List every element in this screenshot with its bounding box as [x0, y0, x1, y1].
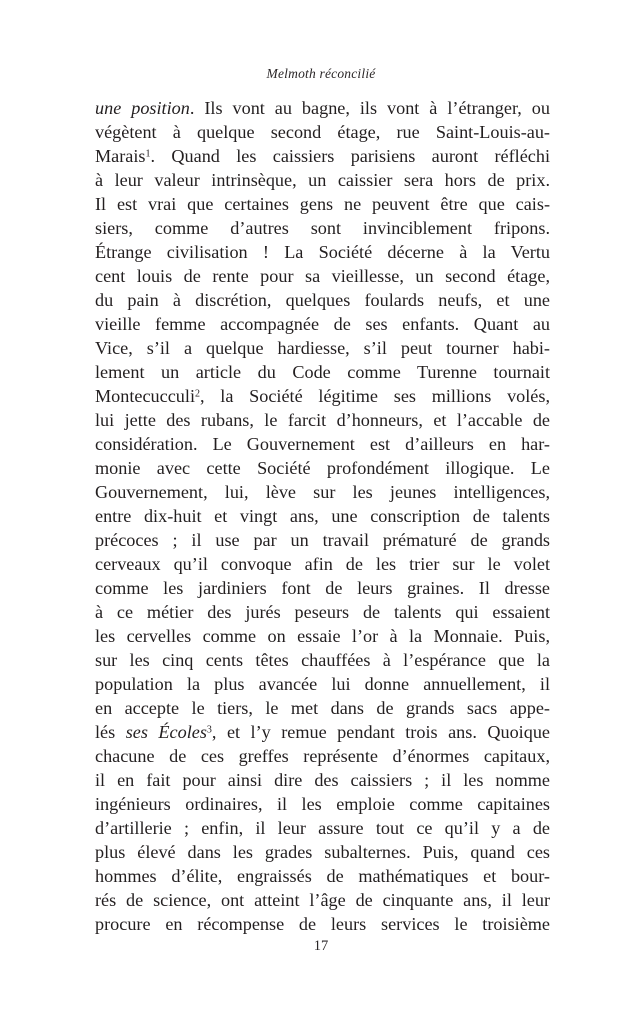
text-segment: du pain à discrétion, quelques foulards neufs, et une: [95, 290, 550, 310]
text-segment: , et l’y remue pendant trois ans. Quoique: [211, 722, 550, 742]
text-line: [95, 648, 550, 672]
text-line: [95, 456, 550, 480]
running-head: Melmoth réconcilié: [266, 66, 376, 81]
text-line: [95, 576, 550, 600]
text-segment: rés de science, ont atteint l’âge de cinquante ans, il leur: [95, 890, 551, 910]
text-line: [95, 480, 550, 504]
text-line: [95, 816, 550, 840]
text-line: [95, 432, 550, 456]
text-segment: hommes d’élite, engraissés de mathématiques et bour-: [95, 866, 550, 886]
text-segment: à ce métier des jurés peseurs de talents qui essaient: [95, 602, 550, 622]
text-line: [95, 336, 550, 360]
footnote-marker: 2: [195, 388, 200, 400]
footnote-marker: 1: [145, 148, 151, 160]
text-line: [95, 744, 550, 768]
text-line: [95, 768, 550, 792]
text-segment: lés: [95, 722, 126, 742]
text-line: [95, 672, 550, 696]
text-line: [95, 912, 550, 936]
text-segment: précoces ; il use par un travail prématuré de grands: [95, 530, 550, 550]
text-line: [95, 288, 550, 312]
text-line: [95, 216, 550, 240]
text-segment: , la Société légitime ses millions volés,: [200, 386, 551, 406]
text-line: [95, 528, 550, 552]
text-segment: cerveaux qu’il convoque afin de les trier sur le volet: [95, 554, 550, 574]
text-segment: cent louis de rente pour sa vieillesse, un second étage,: [95, 266, 550, 286]
text-segment: à leur valeur intrinsèque, un caissier sera hors de prix.: [95, 170, 550, 190]
text-segment: siers, comme d’autres sont invinciblement fripons.: [95, 218, 550, 238]
text-segment: monie avec cette Société profondément illogique. Le: [95, 458, 550, 478]
text-line: [95, 696, 550, 720]
text-segment: Gouvernement, lui, lève sur les jeunes intelligences,: [95, 482, 550, 502]
text-line: [95, 408, 550, 432]
text-line: [95, 168, 550, 192]
text-segment: Étrange civilisation ! La Société décerne à la Vertu: [95, 242, 550, 262]
text-line: [95, 144, 550, 168]
text-line: [95, 264, 550, 288]
text-line: [95, 192, 550, 216]
text-segment: population la plus avancée lui donne annuellement, il: [95, 674, 550, 694]
text-segment: vieille femme accompagnée de ses enfants. Quant au: [95, 314, 550, 334]
text-line: [95, 600, 550, 624]
text-segment: lui jette des rubans, le farcit d’honneurs, et l’accable de: [95, 410, 550, 430]
text-segment: d’artillerie ; enfin, il leur assure tout ce qu’il y a de: [95, 818, 551, 838]
text-line: [95, 864, 550, 888]
text-segment: Marais: [95, 146, 146, 166]
text-segment: les cervelles comme on essaie l’or à la Monnaie. Puis,: [95, 626, 550, 646]
italic-text: ses Écoles: [125, 722, 207, 742]
text-segment: chacune de ces greffes représente d’énormes capitaux,: [95, 746, 550, 766]
footnote-marker: 3: [206, 724, 212, 736]
text-segment: Il est vrai que certaines gens ne peuvent être que cais-: [95, 194, 550, 214]
text-segment: procure en récompense de leurs services le troisième: [95, 914, 550, 934]
text-line: [95, 624, 550, 648]
text-line: [95, 504, 550, 528]
text-segment: végètent à quelque second étage, rue Saint-Louis-au-: [95, 122, 550, 142]
text-segment: sur les cinq cents têtes chauffées à l’espérance que la: [95, 650, 550, 670]
text-segment: en accepte le tiers, le met dans de grands sacs appe-: [95, 698, 550, 718]
text-segment: plus élevé dans les grades subalternes. Puis, quand ces: [95, 842, 550, 862]
text-line: [95, 312, 550, 336]
text-line: [95, 120, 550, 144]
page-number: 17: [313, 938, 329, 954]
text-line: [95, 96, 550, 120]
text-segment: ingénieurs ordinaires, il les emploie comme capitaines: [95, 794, 550, 814]
text-line: [95, 384, 550, 408]
text-line: [95, 552, 550, 576]
text-line: [95, 240, 550, 264]
text-segment: il en fait pour ainsi dire des caissiers ; il les nomme: [95, 770, 550, 790]
text-line: [95, 720, 550, 744]
text-line: [95, 360, 550, 384]
italic-text: une position: [95, 98, 190, 118]
text-segment: comme les jardiniers font de leurs graines. Il dresse: [95, 578, 550, 598]
text-line: [95, 792, 550, 816]
text-segment: lement un article du Code comme Turenne tournait: [95, 362, 550, 382]
text-segment: entre dix-huit et vingt ans, une conscription de talents: [95, 506, 550, 526]
text-segment: . Quand les caissiers parisiens auront réfléchi: [150, 146, 550, 166]
text-segment: . Ils vont au bagne, ils vont à l’étranger, ou: [189, 98, 550, 118]
text-segment: Montecucculi: [95, 386, 195, 406]
text-segment: Vice, s’il a quelque hardiesse, s’il peut tourner habi-: [95, 338, 550, 358]
text-line: [95, 840, 550, 864]
body-text: [95, 96, 550, 936]
text-segment: considération. Le Gouvernement est d’ailleurs en har-: [95, 434, 550, 454]
text-line: [95, 888, 550, 912]
